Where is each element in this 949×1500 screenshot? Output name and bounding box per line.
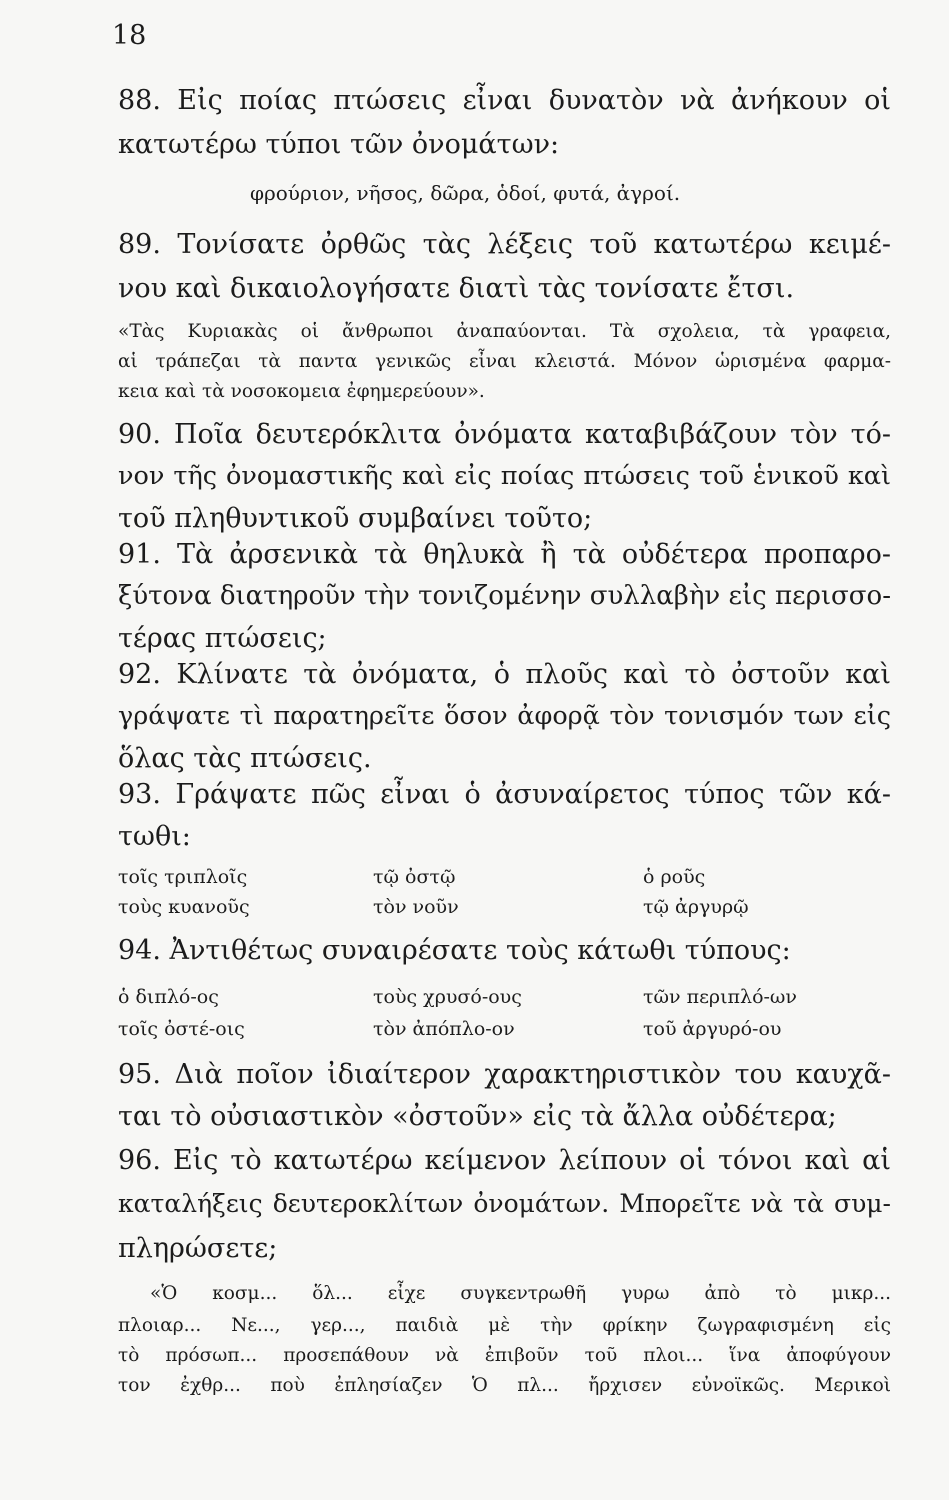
declension-form: τὸν νοῦν: [373, 896, 459, 918]
declension-form: τὸν ἀπόπλο-ον: [373, 1018, 515, 1040]
declension-row: [118, 1018, 891, 1046]
declension-form: τοῦ ἀργυρό-ου: [643, 1018, 782, 1040]
declension-row: [118, 896, 891, 924]
declension-form: τοῖς τριπλοῖς: [118, 866, 248, 888]
declension-row: [118, 866, 891, 894]
declension-form: τῷ ὀστῷ: [373, 866, 456, 888]
text-line: τωθι:: [118, 821, 191, 852]
text-line: τέρας πτώσεις;: [118, 623, 327, 654]
declension-form: τοὺς κυανοῦς: [118, 896, 250, 918]
text-line: καταλήξεις δευτεροκλίτων ὀνομάτων. Μπορεῖτε νὰ τὰ συμ-: [118, 1189, 891, 1218]
text-line: 95. Διὰ ποῖον ἰδιαίτερον χαρακτηριστικὸν του καυχᾶ-: [118, 1059, 891, 1090]
text-line: «Ὁ κοσμ... ὅλ... εἶχε συγκεντρωθῆ γυρω ἀπὸ τὸ μικρ...: [150, 1283, 891, 1304]
text-line: ὅλας τὰς πτώσεις.: [118, 743, 372, 774]
declension-form: ὁ ροῦς: [643, 866, 706, 888]
page-number: 18: [112, 20, 147, 51]
text-line: 96. Εἰς τὸ κατωτέρω κείμενον λείπουν οἱ τόνοι καὶ αἱ: [118, 1145, 891, 1176]
declension-form: τοὺς χρυσό-ους: [373, 986, 522, 1008]
text-line: πλοιαρ... Νε..., γερ..., παιδιὰ μὲ τὴν φρίκην ζωγραφισμένη εἰς: [118, 1315, 891, 1336]
text-line: 89. Τονίσατε ὀρθῶς τὰς λέξεις τοῦ κατωτέρω κειμέ-: [118, 229, 891, 260]
text-line: 90. Ποῖα δευτερόκλιτα ὀνόματα καταβιβάζουν τὸν τό-: [118, 419, 891, 450]
text-line: πληρώσετε;: [118, 1233, 278, 1264]
declension-form: τῷ ἀργυρῷ: [643, 896, 749, 918]
text-line: 92. Κλίνατε τὰ ὀνόματα, ὁ πλοῦς καὶ τὸ ὀστοῦν καὶ: [118, 659, 891, 690]
text-line: αἱ τράπεζαι τὰ παντα γενικῶς εἶναι κλειστά. Μόνον ὡρισμένα φαρμα-: [118, 351, 891, 372]
text-line: 94. Ἀντιθέτως συναιρέσατε τοὺς κάτωθι τύπους:: [118, 935, 791, 966]
text-line: γράψατε τὶ παρατηρεῖτε ὅσον ἀφορᾷ τὸν τονισμόν των εἰς: [118, 701, 891, 731]
declension-row: [118, 986, 891, 1014]
text-line: τὸ πρόσωπ... προσεπάθουν νὰ ἐπιβοῦν τοῦ πλοι... ἵνα ἀποφύγουν: [118, 1345, 891, 1366]
text-line: τοῦ πληθυντικοῦ συμβαίνει τοῦτο;: [118, 503, 593, 534]
declension-form: ὁ διπλό-ος: [118, 986, 219, 1008]
text-line: κατωτέρω τύποι τῶν ὀνομάτων:: [118, 129, 560, 160]
text-line: «Τὰς Κυριακὰς οἱ ἄνθρωποι ἀναπαύονται. Τὰ σχολεια, τὰ γραφεια,: [118, 321, 891, 342]
text-line: 93. Γράψατε πῶς εἶναι ὁ ἀσυναίρετος τύπος τῶν κά-: [118, 779, 891, 810]
text-line: τον ἐχθρ... ποὺ ἐπλησίαζεν Ὁ πλ... ἤρχισεν εὐνοϊκῶς. Μερικοὶ: [118, 1375, 891, 1396]
text-line: ξύτονα διατηροῦν τὴν τονιζομένην συλλαβὴν εἰς περισσο-: [118, 581, 891, 611]
text-line: 88. Εἰς ποίας πτώσεις εἶναι δυνατὸν νὰ ἀνήκουν οἱ: [118, 85, 891, 116]
text-line: 91. Τὰ ἀρσενικὰ τὰ θηλυκὰ ἢ τὰ οὐδέτερα προπαρο-: [118, 539, 891, 570]
text-line: νον τῆς ὀνομαστικῆς καὶ εἰς ποίας πτώσεις τοῦ ἑνικοῦ καὶ: [118, 461, 891, 491]
declension-form: τοῖς ὀστέ-οις: [118, 1018, 245, 1040]
text-line: νου καὶ δικαιολογήσατε διατὶ τὰς τονίσατε ἔτσι.: [118, 273, 795, 304]
text-line: ται τὸ οὐσιαστικὸν «ὀστοῦν» εἰς τὰ ἄλλα οὐδέτερα;: [118, 1101, 837, 1132]
text-line: φρούριον, νῆσος, δῶρα, ὁδοί, φυτά, ἀγροί.: [250, 181, 681, 205]
text-line: κεια καὶ τὰ νοσοκομεια ἐφημερεύουν».: [118, 381, 485, 402]
declension-form: τῶν περιπλό-ων: [643, 986, 797, 1008]
